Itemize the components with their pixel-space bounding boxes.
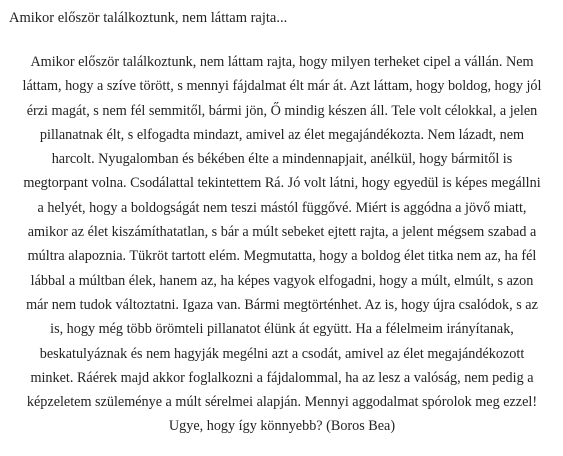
body-line: amikor az élet kiszámíthatatlan, s bár a múlt sebeket ejtett rajta, a jelent mégsem szabad a <box>27 224 537 241</box>
body-line: pillanatnak élt, s elfogadta mindazt, amivel az élet megajándékozta. Nem lázadt, nem <box>39 126 525 143</box>
body-line: képzeletem szüleménye a múlt sérelmei alapján. Mennyi aggodalmat spórolok meg ezzel! <box>26 394 538 411</box>
body-line: beskatulyáznak és nem hagyják megélni azt a csodát, amivel az élet megajándékozott <box>39 345 525 362</box>
body-line: harcolt. Nyugalomban és békében élte a mindennapjait, anélkül, hogy bármitől is <box>51 151 513 168</box>
post-body <box>6 50 558 439</box>
body-line: már nem tudok változtatni. Igaza van. Bármi megtörténhet. Az is, hogy újra csalódok, s az <box>26 296 538 313</box>
post-title: Amikor először találkoztunk, nem láttam rajta... <box>9 10 288 26</box>
body-line: megtorpant volna. Csodálattal tekintettem Rá. Jó volt látni, hogy egyedül is képes megállni <box>23 175 541 192</box>
body-line: érzi magát, s nem fél semmitől, bármi jön, Ő mindig készen áll. Tele volt célokkal, a jelen <box>26 102 538 119</box>
body-line: is, hogy még több örömteli pillanatot élünk át együtt. Ha a félelmeim irányítanak, <box>50 321 514 338</box>
body-line: láttam, hogy a szíve törött, s mennyi fájdalmat élt már át. Azt láttam, hogy boldog, hogy jól <box>22 78 542 95</box>
body-line: Amikor először találkoztunk, nem láttam rajta, hogy milyen terheket cipel a vállán. Nem <box>30 54 534 70</box>
body-line: Ugye, hogy így könnyebb? (Boros Bea) <box>168 418 396 435</box>
body-line: a helyét, hogy a boldogságát nem teszi mástól függővé. Miért is aggódna a jövő miatt, <box>37 199 527 216</box>
body-line: múltra alapoznia. Tükröt tartott elém. Megmutatta, hogy a boldog élet titka nem az, ha fél <box>27 248 537 265</box>
body-line: lábbal a múltban élek, hanem az, ha képes vagyok elfogadni, hogy a múlt, elmúlt, s azon <box>30 272 534 289</box>
body-line: minket. Ráérek majd akkor foglalkozni a fájdalommal, ha az lesz a valóság, nem pedig a <box>30 369 534 386</box>
